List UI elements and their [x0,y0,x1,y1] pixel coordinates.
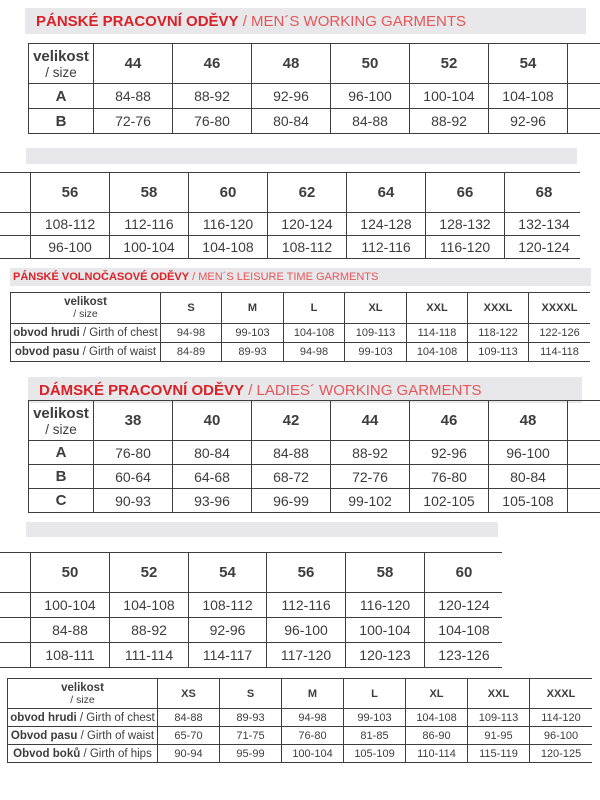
value-cell: 80-84 [173,441,252,465]
corner-label-cz: velikost [64,296,107,308]
section-divider [26,522,498,537]
value-cell: 100-104 [31,593,110,618]
ladies-leisure-sizes-table [7,678,592,763]
size-header-cell: L [344,679,406,709]
ladies2-table [0,552,502,668]
section-title-english: / MEN´S LEISURE TIME GARMENTS [189,271,379,283]
value-cell: 84-89 [161,343,222,362]
mens1-table [28,43,600,134]
size-header-cell: XXL [407,293,468,324]
section-title-czech: PÁNSKÉ PRACOVNÍ ODĚVY [36,12,239,30]
value-cell: 96-99 [252,489,331,513]
value-cell: 108-112 [31,213,110,236]
row-label-english: / Girth of hips [83,747,152,760]
table-row [0,236,580,259]
value-cell: 95-99 [220,745,282,763]
value-cell: 109-113 [468,343,529,362]
value-cell: 120-124 [505,236,581,259]
row-label-cell: A [29,441,94,465]
value-cell: 96-100 [489,441,568,465]
value-cell: 84-88 [158,709,220,727]
corner-label-en: / size [45,421,77,437]
value-cell: 60-64 [94,465,173,489]
table-row [11,324,591,343]
size-header-cell: 58 [346,553,425,593]
ladies_leisure-table [7,678,592,763]
value-cell: 76-80 [410,465,489,489]
value-cell: 100-104 [282,745,344,763]
value-cell: 86-90 [406,727,468,745]
corner-label-en: / size [45,64,77,80]
value-cell: 104-108 [284,324,345,343]
corner-label-cz: velikost [33,404,89,422]
clipped-fragment-cell [568,109,600,134]
mens-working-sizes-table-part2 [0,172,580,259]
value-cell: 117-120 [267,643,346,668]
size-header-cell: XXXL [530,679,593,709]
value-cell: 84-88 [94,84,173,109]
value-cell: 112-116 [267,593,346,618]
value-cell: 88-92 [410,109,489,134]
section-header-mens-leisure [10,268,591,286]
ladies-working-sizes-table-part1 [28,400,600,513]
value-cell: 76-80 [173,109,252,134]
size-header-cell: 42 [252,401,331,441]
value-cell: 96-100 [530,727,593,745]
clipped-fragment-cell [0,236,31,259]
section-title-english: / LADIES´ WORKING GARMENTS [244,381,482,399]
table-row [29,109,600,134]
clipped-fragment-cell [0,213,31,236]
size-header-cell: XXXL [468,293,529,324]
row-label-cell [8,745,158,763]
size-header-cell: XL [345,293,407,324]
value-cell: 91-95 [468,727,530,745]
table-row [29,465,600,489]
row-label-cell: A [29,84,94,109]
size-header-cell: 46 [173,44,252,84]
value-cell: 72-76 [331,465,410,489]
table-row [0,213,580,236]
value-cell: 84-88 [31,618,110,643]
section-title-czech: PÁNSKÉ VOLNOČASOVÉ ODĚVY [13,271,190,283]
size-header-cell: M [222,293,284,324]
size-header-cell: 52 [110,553,189,593]
value-cell: 118-122 [468,324,529,343]
value-cell: 89-93 [222,343,284,362]
value-cell: 128-132 [426,213,505,236]
value-cell: 99-103 [345,343,407,362]
section-title-czech: DÁMSKÉ PRACOVNÍ ODĚVY [39,381,245,399]
value-cell: 108-112 [268,236,347,259]
value-cell: 122-126 [529,324,591,343]
size-header-cell: S [161,293,222,324]
value-cell: 105-109 [344,745,406,763]
size-header-cell: 54 [489,44,568,84]
section-title-english: / MEN´S WORKING GARMENTS [238,12,467,30]
row-label-cell [8,727,158,745]
mens_leisure-table [10,292,590,362]
size-header-cell: S [220,679,282,709]
value-cell: 96-100 [31,236,110,259]
size-header-cell: 46 [410,401,489,441]
row-label-czech: obvod pasu [14,346,83,358]
value-cell: 114-118 [407,324,468,343]
value-cell: 104-108 [425,618,503,643]
corner-label-cz: velikost [33,47,89,65]
size-header-cell: 56 [31,173,110,213]
value-cell: 72-76 [94,109,173,134]
section-header-mens-working [25,8,586,34]
value-cell: 100-104 [410,84,489,109]
value-cell: 89-93 [220,709,282,727]
mens2-table [0,172,580,259]
clipped-fragment-cell [0,173,31,213]
value-cell: 80-84 [489,465,568,489]
corner-label-en: / size [70,693,95,706]
value-cell: 112-116 [347,236,426,259]
size-header-cell: 48 [489,401,568,441]
size-corner-cell [29,44,94,84]
value-cell: 104-108 [407,343,468,362]
value-cell: 92-96 [410,441,489,465]
mens-working-sizes-table-part1 [28,43,600,134]
clipped-fragment-cell [568,84,600,109]
ladies1-table [28,400,600,513]
size-header-cell: 50 [331,44,410,84]
value-cell: 96-100 [331,84,410,109]
size-header-cell: 48 [252,44,331,84]
value-cell: 92-96 [252,84,331,109]
clipped-fragment-cell [0,553,31,593]
value-cell: 76-80 [282,727,344,745]
clipped-fragment-cell [568,489,600,513]
clipped-fragment-cell [0,593,31,618]
value-cell: 132-134 [505,213,581,236]
row-label-czech: obvod hrudi [13,327,83,339]
table-row [0,593,502,618]
value-cell: 124-128 [347,213,426,236]
value-cell: 120-123 [346,643,425,668]
size-header-cell: M [282,679,344,709]
table-row [29,84,600,109]
size-header-cell: 62 [268,173,347,213]
size-header-cell: 52 [410,44,489,84]
row-label-cell [11,324,161,343]
section-divider [26,148,577,164]
table-row [29,441,600,465]
value-cell: 84-88 [252,441,331,465]
size-header-cell: 64 [347,173,426,213]
value-cell: 100-104 [110,236,189,259]
row-label-english: / Girth of chest [79,711,155,724]
size-header-cell: XL [406,679,468,709]
value-cell: 88-92 [110,618,189,643]
value-cell: 116-120 [346,593,425,618]
value-cell: 120-124 [425,593,503,618]
row-label-czech: obvod hrudi [10,711,80,724]
mens-leisure-sizes-table [10,292,590,362]
size-header-cell: 50 [31,553,110,593]
table-row [8,745,593,763]
value-cell: 104-108 [489,84,568,109]
size-header-cell: 44 [331,401,410,441]
value-cell: 108-111 [31,643,110,668]
value-cell: 92-96 [189,618,267,643]
value-cell: 71-75 [220,727,282,745]
size-header-cell: 40 [173,401,252,441]
size-header-cell: XXL [468,679,530,709]
value-cell: 65-70 [158,727,220,745]
table-row [0,643,502,668]
value-cell: 104-108 [110,593,189,618]
size-header-cell: L [284,293,345,324]
value-cell: 104-108 [406,709,468,727]
row-label-cell [11,343,161,362]
value-cell: 100-104 [346,618,425,643]
value-cell: 120-125 [530,745,593,763]
value-cell: 99-103 [222,324,284,343]
value-cell: 93-96 [173,489,252,513]
value-cell: 104-108 [189,236,268,259]
value-cell: 109-113 [345,324,407,343]
table-row [0,618,502,643]
clipped-fragment-cell [568,465,600,489]
value-cell: 94-98 [161,324,222,343]
size-header-cell: 58 [110,173,189,213]
clipped-fragment-cell [568,401,600,441]
corner-label-en: / size [73,308,98,320]
value-cell: 111-114 [110,643,189,668]
row-label-english: / Girth of chest [82,327,158,339]
size-corner-cell [29,401,94,441]
value-cell: 92-96 [489,109,568,134]
size-header-cell: 68 [505,173,581,213]
value-cell: 114-117 [189,643,267,668]
row-label-czech: Obvod pasu [10,729,81,742]
value-cell: 115-119 [468,745,530,763]
value-cell: 105-108 [489,489,568,513]
value-cell: 81-85 [344,727,406,745]
value-cell: 112-116 [110,213,189,236]
value-cell: 108-112 [189,593,267,618]
value-cell: 96-100 [267,618,346,643]
value-cell: 80-84 [252,109,331,134]
row-label-cell: B [29,465,94,489]
row-label-cell: C [29,489,94,513]
value-cell: 64-68 [173,465,252,489]
value-cell: 88-92 [173,84,252,109]
value-cell: 123-126 [425,643,503,668]
value-cell: 88-92 [331,441,410,465]
size-header-cell: 44 [94,44,173,84]
value-cell: 94-98 [284,343,345,362]
value-cell: 99-103 [344,709,406,727]
row-label-cell: B [29,109,94,134]
size-corner-cell [11,293,161,324]
size-header-cell: 54 [189,553,267,593]
clipped-fragment-cell [568,441,600,465]
value-cell: 116-120 [189,213,268,236]
value-cell: 90-93 [94,489,173,513]
value-cell: 110-114 [406,745,468,763]
table-row [8,709,593,727]
size-header-cell: 38 [94,401,173,441]
value-cell: 84-88 [331,109,410,134]
corner-label-cz: velikost [61,681,104,694]
row-label-english: / Girth of waist [80,729,155,742]
size-corner-cell [8,679,158,709]
value-cell: 109-113 [468,709,530,727]
row-label-czech: Obvod boků [13,747,84,760]
ladies-working-sizes-table-part2 [0,552,502,668]
clipped-fragment-cell [0,643,31,668]
value-cell: 99-102 [331,489,410,513]
value-cell: 94-98 [282,709,344,727]
table-row [11,343,591,362]
size-header-cell: 66 [426,173,505,213]
table-row [29,489,600,513]
value-cell: 68-72 [252,465,331,489]
size-header-cell: 60 [189,173,268,213]
value-cell: 114-118 [529,343,591,362]
row-label-cell [8,709,158,727]
row-label-english: / Girth of waist [82,346,157,358]
size-header-cell: 60 [425,553,503,593]
value-cell: 102-105 [410,489,489,513]
size-header-cell: 56 [267,553,346,593]
value-cell: 90-94 [158,745,220,763]
clipped-fragment-cell [568,44,600,84]
size-header-cell: XS [158,679,220,709]
clipped-fragment-cell [0,618,31,643]
value-cell: 114-120 [530,709,593,727]
value-cell: 120-124 [268,213,347,236]
value-cell: 116-120 [426,236,505,259]
size-header-cell: XXXXL [529,293,591,324]
table-row [8,727,593,745]
value-cell: 76-80 [94,441,173,465]
